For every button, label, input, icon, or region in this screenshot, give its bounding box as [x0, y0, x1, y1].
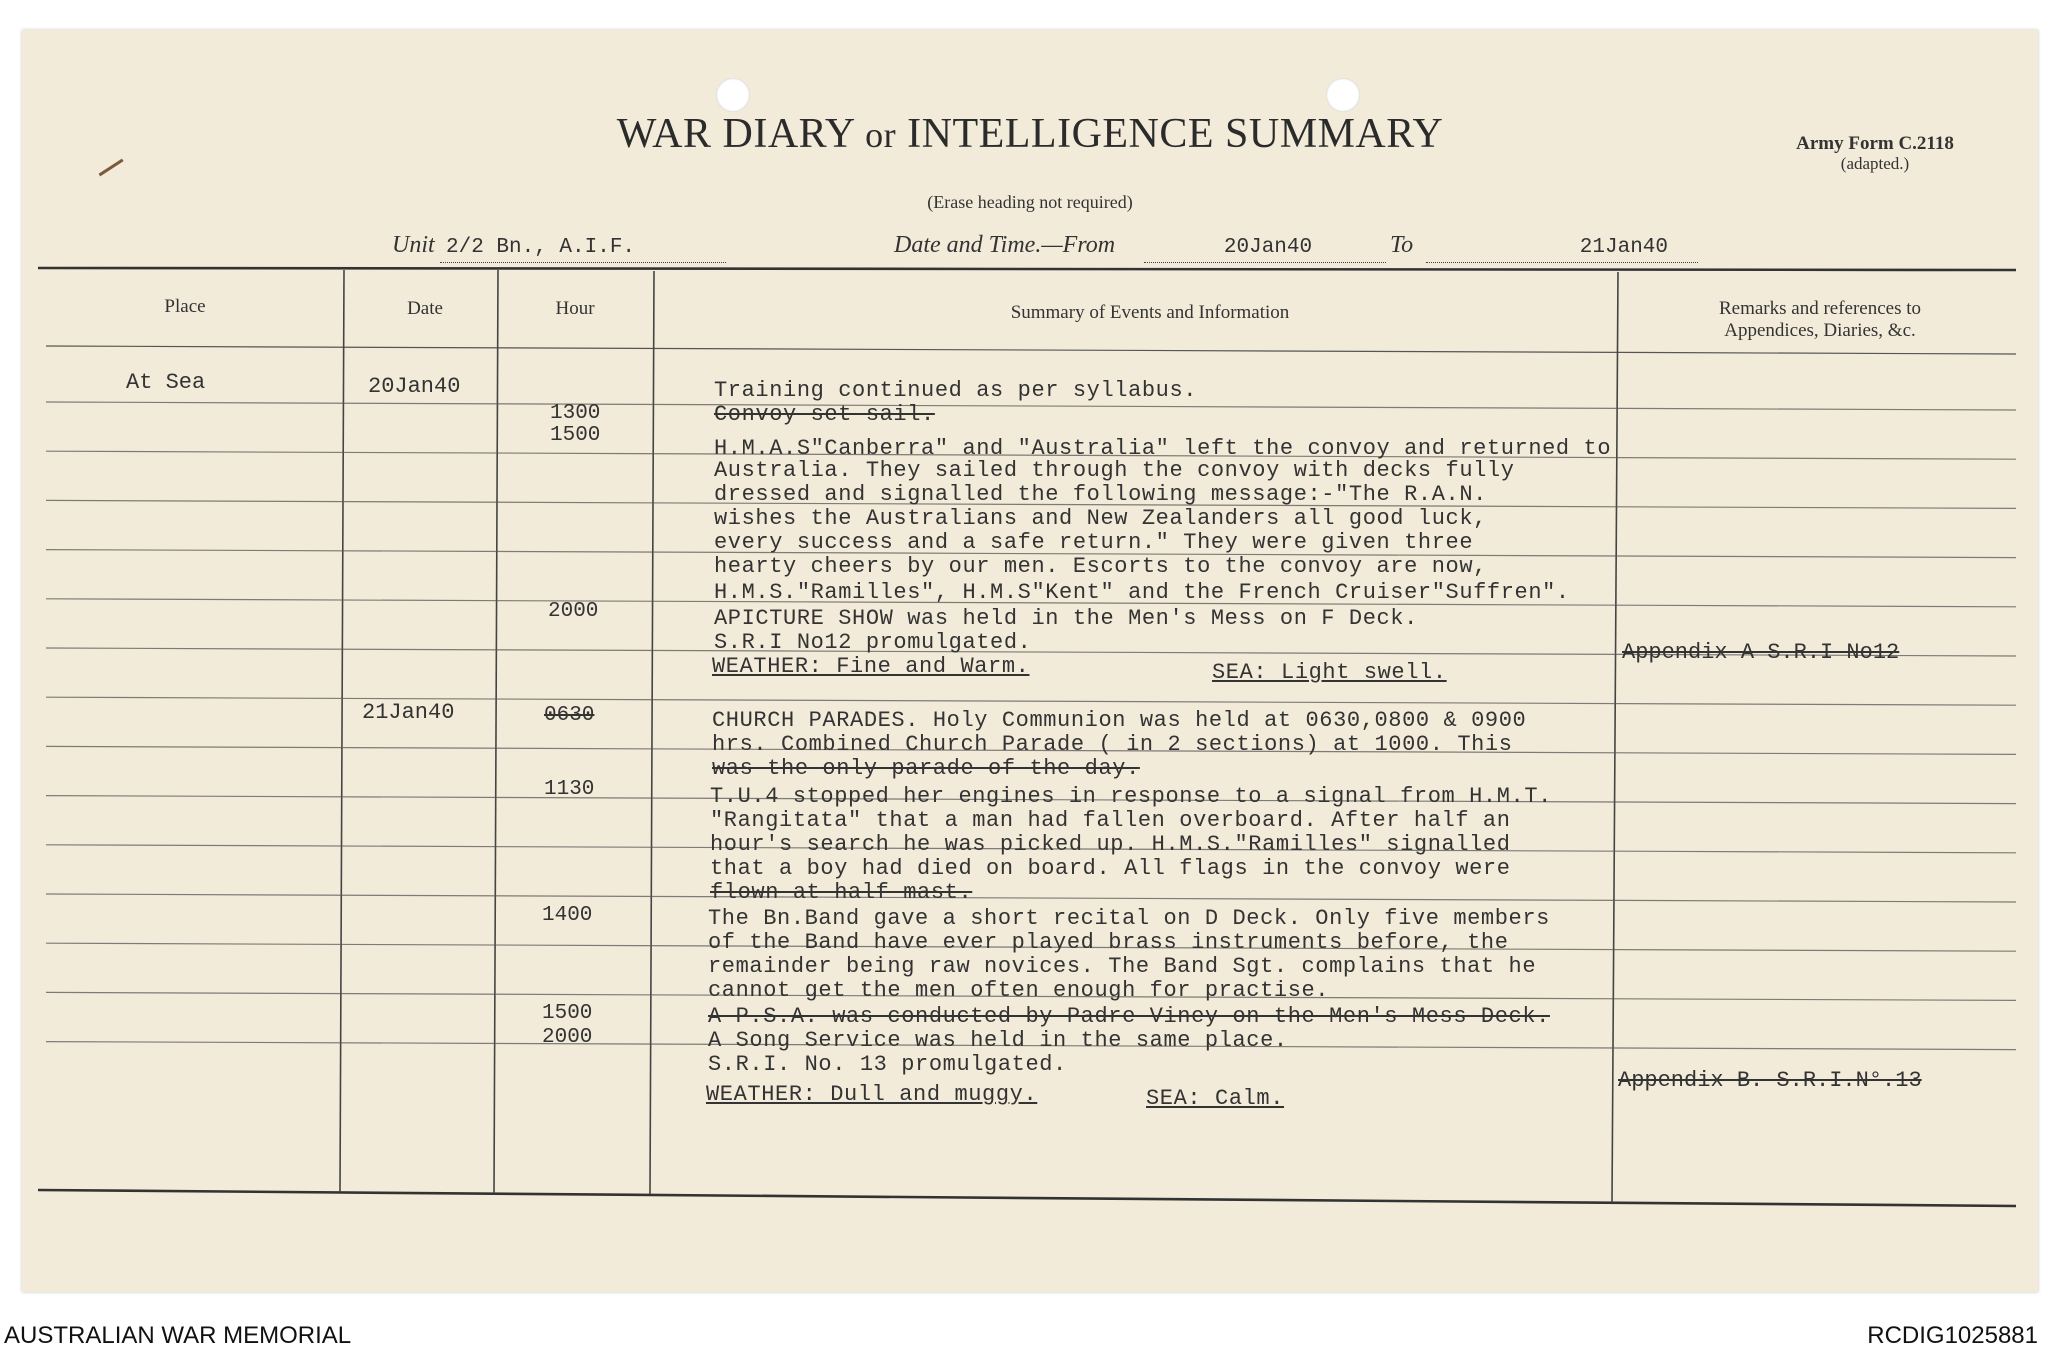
summary-line: WEATHER: Fine and Warm.	[712, 654, 1030, 679]
summary-line: hearty cheers by our men. Escorts to the convoy are now,	[714, 554, 1487, 579]
col-header-summary: Summary of Events and Information	[1010, 302, 1290, 323]
form-number: Army Form C.2118	[1796, 133, 1954, 154]
summary-line: "Rangitata" that a man had fallen overboard. After half an	[710, 808, 1511, 833]
summary-line: dressed and signalled the following message:-"The R.A.N.	[714, 482, 1487, 507]
pencil-mark: ⸝	[92, 117, 136, 191]
hour-cell: 1300	[550, 402, 601, 425]
col-header-place: Place	[164, 296, 206, 317]
hour-cell: 0630	[544, 704, 595, 727]
title-or: or	[865, 115, 897, 155]
title-part-1: WAR DIARY	[616, 111, 855, 157]
hour-cell: 2000	[542, 1026, 593, 1049]
hour-cell: 1130	[544, 778, 595, 801]
summary-line: H.M.A.S"Canberra" and "Australia" left the convoy and returned to	[714, 436, 1612, 461]
summary-line: of the Band have ever played brass instruments before, the	[708, 930, 1509, 955]
date-to-value: 21Jan40	[1426, 236, 1698, 263]
date-from-label: Date and Time.—From	[894, 232, 1116, 258]
date-cell-2: 21Jan40	[362, 700, 455, 725]
hour-cell: 1500	[550, 424, 601, 447]
col-header-remarks	[1640, 298, 2000, 342]
summary-line: SEA: Light swell.	[1212, 660, 1447, 685]
summary-line: WEATHER: Dull and muggy.	[706, 1082, 1038, 1107]
summary-line: remainder being raw novices. The Band Sgt. complains that he	[708, 954, 1537, 979]
summary-line: hrs. Combined Church Parade ( in 2 sections) at 1000. This	[712, 732, 1513, 757]
summary-line: H.M.S."Ramilles", H.M.S"Kent" and the French Cruiser"Suffren".	[714, 580, 1570, 605]
title-part-2: INTELLIGENCE SUMMARY	[907, 111, 1444, 157]
summary-line: S.R.I No12 promulgated.	[714, 630, 1032, 655]
summary-line: CHURCH PARADES. Holy Communion was held at 0630,0800 & 0900	[712, 708, 1527, 733]
form-adapted: (adapted.)	[1840, 154, 1910, 173]
summary-line: flown at half-mast.	[710, 880, 973, 905]
unit-value: 2/2 Bn., A.I.F.	[440, 236, 726, 263]
document-subtitle: (Erase heading not required)	[927, 192, 1133, 212]
col-header-date: Date	[407, 298, 443, 319]
summary-line: hour's search he was picked up. H.M.S."Ramilles" signalled	[710, 832, 1511, 857]
summary-line: T.U.4 stopped her engines in response to a signal from H.M.T.	[710, 784, 1552, 809]
remarks-cell: Appendix A S.R.I No12	[1622, 640, 1900, 665]
summary-line: S.R.I. No. 13 promulgated.	[708, 1052, 1067, 1077]
place-cell: At Sea	[126, 370, 206, 395]
summary-line: Australia. They sailed through the convoy with decks fully	[714, 458, 1515, 483]
remarks-cell: Appendix B. S.R.I.N°.13	[1618, 1068, 1922, 1093]
date-to-label: To	[1390, 232, 1414, 258]
summary-line: SEA: Calm.	[1146, 1086, 1285, 1111]
unit-label: Unit	[392, 232, 435, 258]
summary-line: A Song Service was held in the same place.	[708, 1028, 1288, 1053]
summary-line: Training continued as per syllabus.	[714, 378, 1198, 403]
remarks-header-line-2: Appendices, Diaries, &c.	[1724, 320, 1916, 341]
footer-id: RCDIG1025881	[1867, 1322, 2038, 1349]
hour-cell: 1400	[542, 904, 593, 927]
summary-line: that a boy had died on board. All flags in the convoy were	[710, 856, 1511, 881]
summary-line: was the only parade of the day.	[712, 756, 1140, 781]
remarks-header-line-1: Remarks and references to	[1718, 298, 1922, 319]
summary-line: APICTURE SHOW was held in the Men's Mess on F Deck.	[714, 606, 1418, 631]
summary-line: cannot get the men often enough for practise.	[708, 978, 1330, 1003]
col-header-hour: Hour	[555, 298, 595, 319]
summary-line: Convoy set sail.	[714, 402, 935, 427]
summary-line: The Bn.Band gave a short recital on D Deck. Only five members	[708, 906, 1550, 931]
footer-source: AUSTRALIAN WAR MEMORIAL	[4, 1322, 352, 1349]
date-from-value: 20Jan40	[1144, 236, 1386, 263]
hour-cell: 2000	[548, 600, 599, 623]
summary-line: A P.S.A. was conducted by Padre Viney on the Men's Mess Deck.	[708, 1004, 1550, 1029]
hour-cell: 1500	[542, 1002, 593, 1025]
date-cell-1: 20Jan40	[368, 374, 461, 399]
summary-line: wishes the Australians and New Zealanders all good luck,	[714, 506, 1487, 531]
summary-line: every success and a safe return." They were given three	[714, 530, 1474, 555]
